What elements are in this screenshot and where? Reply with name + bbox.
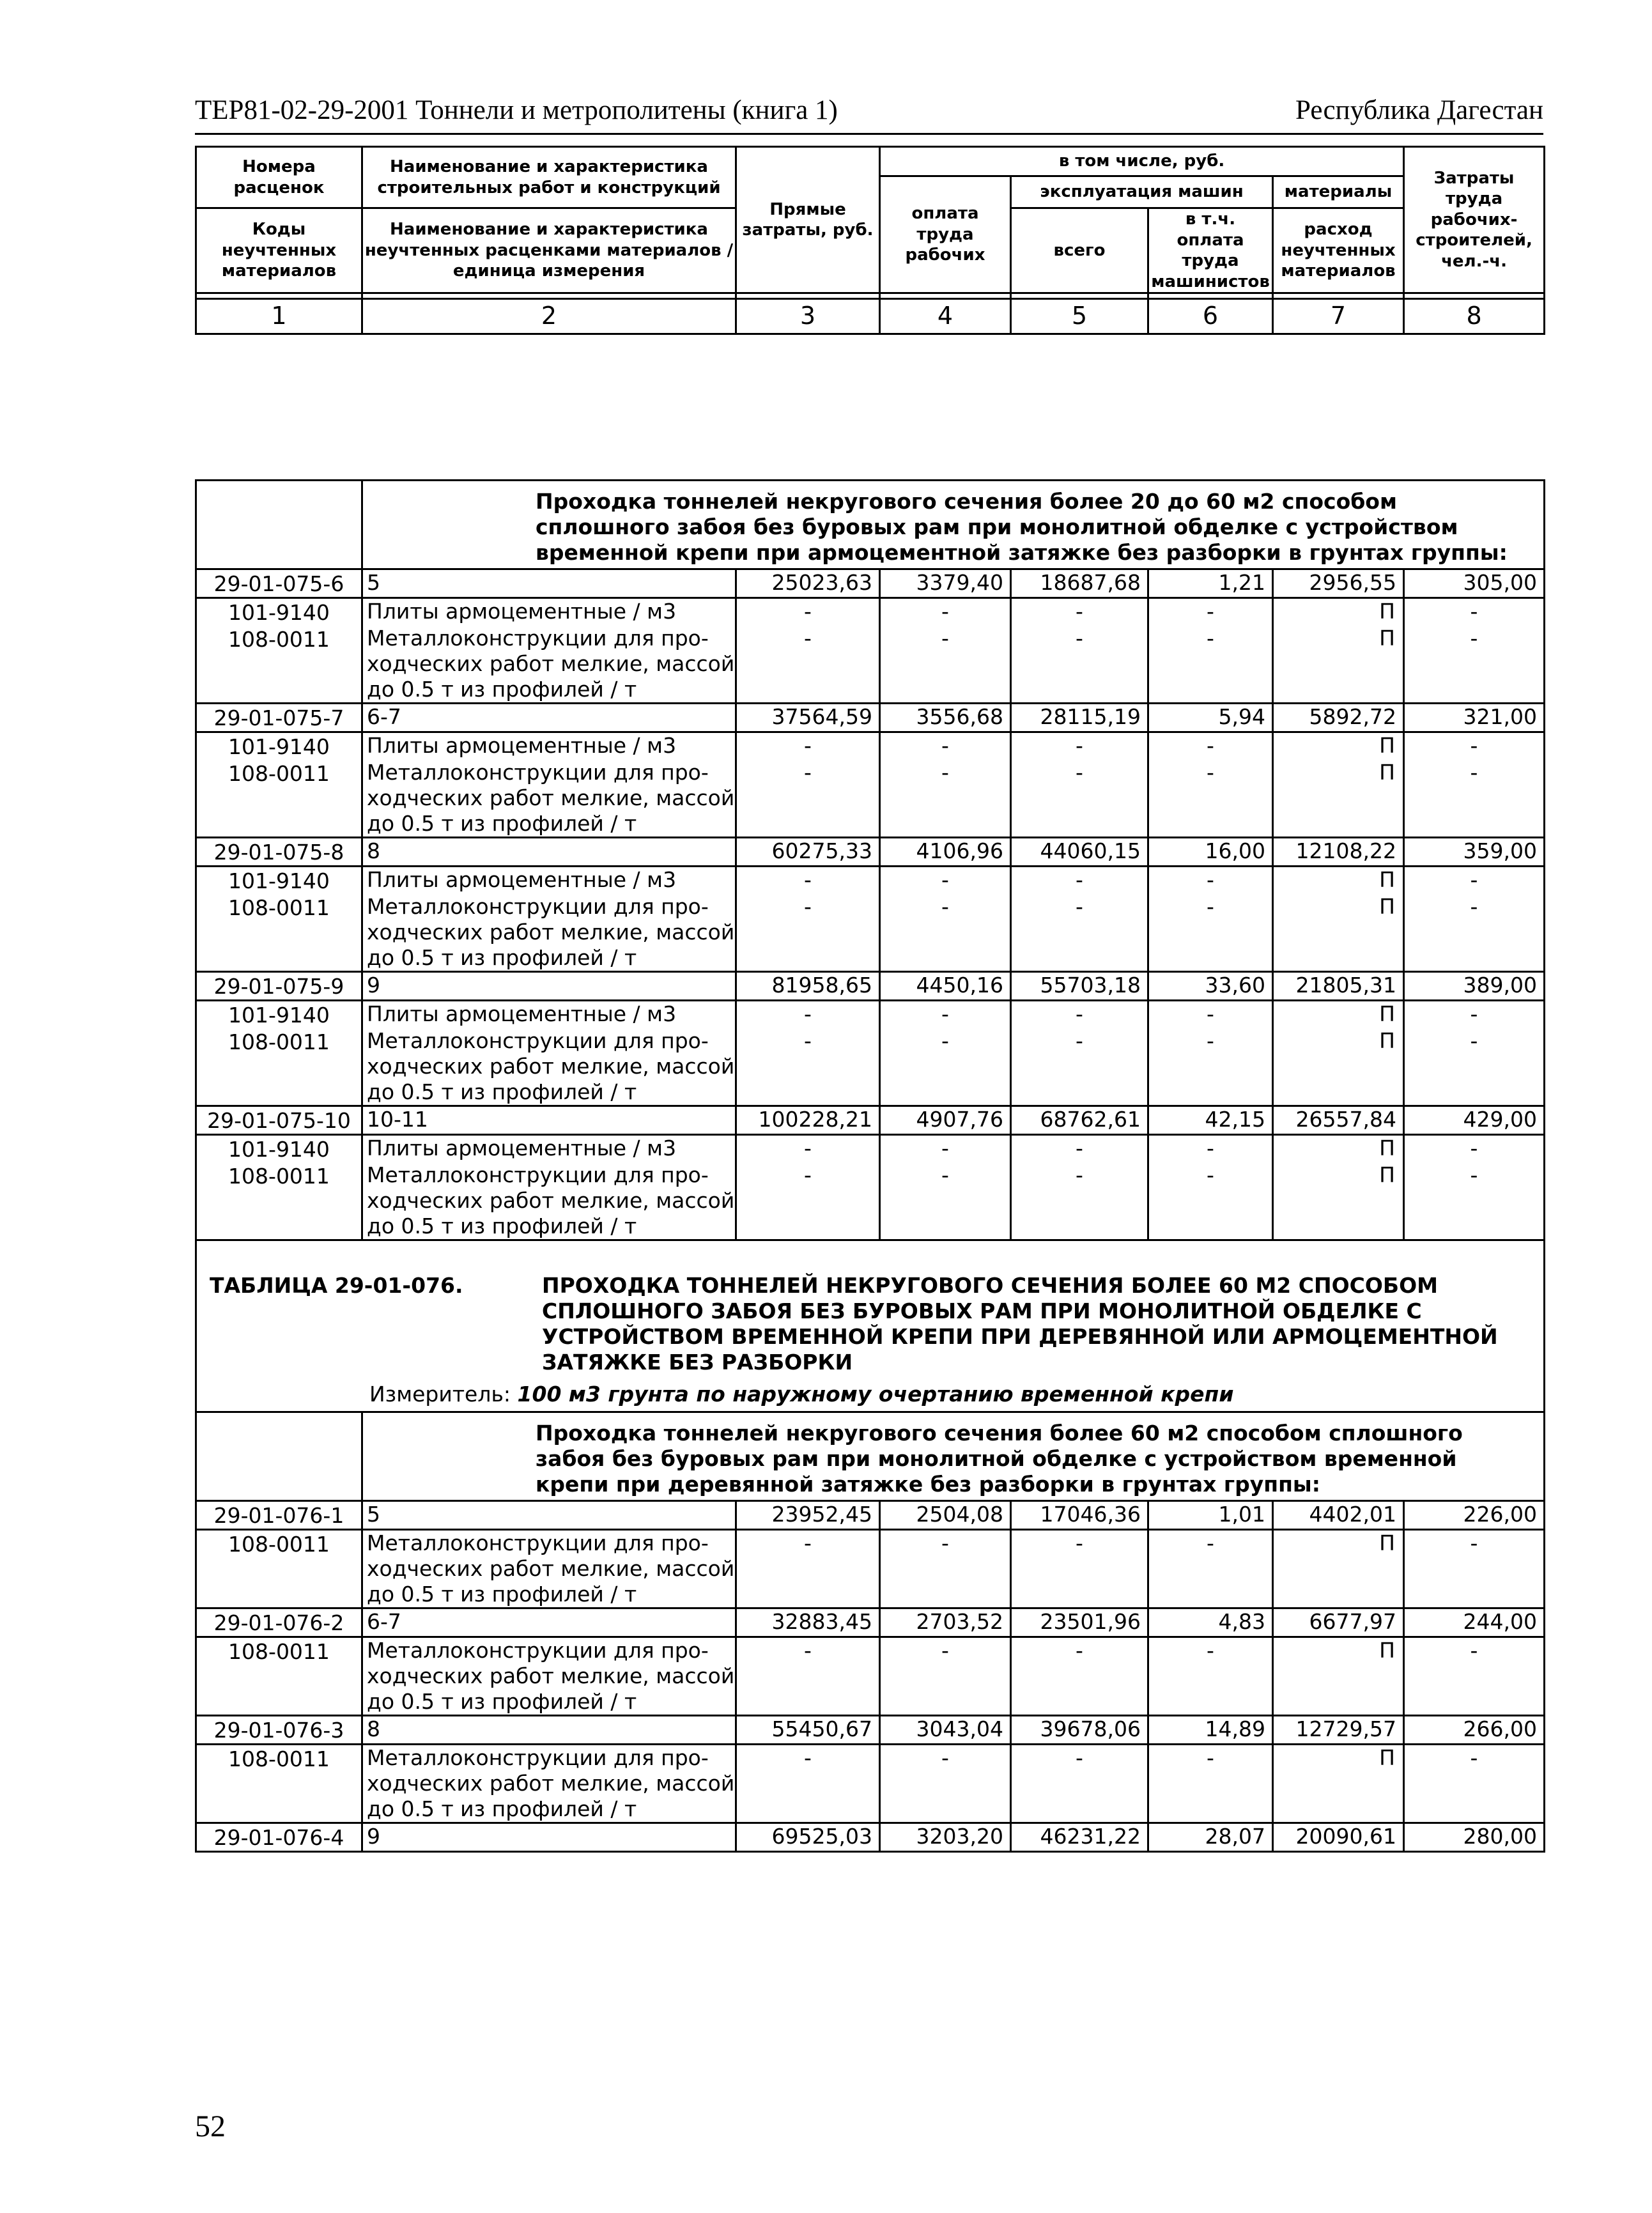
empty-value: -: [1148, 1001, 1273, 1029]
empty-value: -: [1148, 760, 1273, 838]
material-code: 101-9140: [196, 1135, 362, 1163]
machines-total: 18687,68: [1011, 569, 1148, 598]
soil-group: 6-7: [362, 1608, 736, 1637]
material-name: [362, 1135, 736, 1163]
material-name-line: до 0.5 т из профилей / т: [367, 1214, 637, 1238]
material-name-line: ходческих работ мелкие, массой: [367, 785, 735, 810]
empty-value: -: [1148, 626, 1273, 704]
material-code: 108-0011: [196, 1162, 362, 1240]
direct-costs: 32883,45: [736, 1608, 880, 1637]
material-name: [362, 867, 736, 895]
empty-value: -: [880, 1745, 1011, 1823]
material-row: [196, 1135, 1545, 1163]
material-row: [196, 894, 1545, 972]
machines-total: 55703,18: [1011, 972, 1148, 1001]
material-name-line: ходческих работ мелкие, массой: [367, 1771, 735, 1796]
empty-value: -: [1148, 867, 1273, 895]
rate-code: 29-01-075-7: [196, 704, 362, 732]
soil-group: 5: [362, 569, 736, 598]
rate-code: 29-01-076-3: [196, 1716, 362, 1745]
machines-total: 39678,06: [1011, 1716, 1148, 1745]
materials-marker: П: [1273, 1028, 1404, 1106]
material-name-line: Плиты армоцементные / м3: [367, 1136, 677, 1160]
col-3-header: Прямые затраты, руб.: [736, 147, 880, 293]
empty-value: -: [736, 1001, 880, 1029]
empty-value: -: [1148, 1637, 1273, 1716]
running-header: [195, 88, 1543, 139]
direct-costs: 25023,63: [736, 569, 880, 598]
machinist-pay: 1,01: [1148, 1501, 1273, 1530]
rate-row: [196, 704, 1545, 732]
material-name-line: до 0.5 т из профилей / т: [367, 945, 637, 970]
machines-header: эксплуатация машин: [1011, 176, 1273, 208]
document-title: ТЕР81-02-29-2001 Тоннели и метрополитены (книга 1): [195, 95, 838, 125]
empty-value: -: [1148, 598, 1273, 626]
rate-row: [196, 1501, 1545, 1530]
col-num-3: 3: [736, 299, 880, 334]
material-name: [362, 626, 736, 704]
col-4-header: оплата труда рабочих: [880, 176, 1011, 293]
machinist-pay: 4,83: [1148, 1608, 1273, 1637]
material-name: [362, 1637, 736, 1716]
machines-total: 68762,61: [1011, 1106, 1148, 1135]
empty-value: -: [880, 598, 1011, 626]
empty-value: -: [880, 867, 1011, 895]
machines-total: 17046,36: [1011, 1501, 1148, 1530]
material-name-line: Металлоконструкции для про-: [367, 1028, 709, 1053]
material-code: 108-0011: [196, 894, 362, 972]
empty-value: -: [1148, 894, 1273, 972]
material-code: 108-0011: [196, 1745, 362, 1823]
materials-marker: П: [1273, 1745, 1404, 1823]
rate-code: 29-01-076-4: [196, 1823, 362, 1852]
material-name: [362, 760, 736, 838]
empty-value: -: [880, 894, 1011, 972]
machinist-pay: 1,21: [1148, 569, 1273, 598]
empty-value: -: [1148, 1135, 1273, 1163]
rate-code: 29-01-076-1: [196, 1501, 362, 1530]
empty-value: -: [1011, 1028, 1148, 1106]
empty-value: -: [1011, 1135, 1148, 1163]
machines-total: 46231,22: [1011, 1823, 1148, 1852]
material-name-line: ходческих работ мелкие, массой: [367, 1663, 735, 1688]
material-code: 108-0011: [196, 1530, 362, 1608]
col-num-8: 8: [1404, 299, 1545, 334]
col-2-bottom: Наименование и характеристика неучтенных расценками материалов / единица измерения: [362, 208, 736, 293]
material-code: 108-0011: [196, 760, 362, 838]
material-name-line: Плиты армоцементные / м3: [367, 1001, 677, 1026]
empty-value: -: [1148, 732, 1273, 760]
material-row: [196, 1028, 1545, 1106]
empty-value: -: [1011, 626, 1148, 704]
materials-marker: П: [1273, 760, 1404, 838]
col-num-4: 4: [880, 299, 1011, 334]
material-name: [362, 1162, 736, 1240]
labor-pay: 2504,08: [880, 1501, 1011, 1530]
empty-value: -: [1404, 1162, 1545, 1240]
material-name-line: Металлоконструкции для про-: [367, 1531, 709, 1555]
material-name-line: до 0.5 т из профилей / т: [367, 811, 637, 836]
empty-value: -: [880, 626, 1011, 704]
soil-group: 8: [362, 1716, 736, 1745]
table-076-label: ТАБЛИЦА 29-01-076.: [210, 1273, 463, 1298]
labor-hours: 389,00: [1404, 972, 1545, 1001]
empty-value: -: [1011, 1745, 1148, 1823]
machinist-pay: 28,07: [1148, 1823, 1273, 1852]
col-num-6: 6: [1148, 299, 1273, 334]
soil-group: 6-7: [362, 704, 736, 732]
material-row: [196, 1162, 1545, 1240]
materials-marker: П: [1273, 598, 1404, 626]
machines-total: 44060,15: [1011, 838, 1148, 867]
material-name: [362, 1745, 736, 1823]
material-name-line: ходческих работ мелкие, массой: [367, 920, 735, 945]
empty-value: -: [1011, 732, 1148, 760]
material-name-line: Металлоконструкции для про-: [367, 1162, 709, 1187]
soil-group: 8: [362, 838, 736, 867]
empty-value: -: [736, 1028, 880, 1106]
section-title-075: Проходка тоннелей некругового сечения более 20 до 60 м2 способом сплошного забоя без буровых рам при монолитной обделке с устройством временной крепи при армоцементной затяжке без разборки в грунтах группы:: [362, 481, 1545, 569]
empty-value: -: [1011, 867, 1148, 895]
col-num-7: 7: [1273, 299, 1404, 334]
empty-value: -: [736, 732, 880, 760]
rate-row: [196, 972, 1545, 1001]
empty-value: -: [1011, 1001, 1148, 1029]
material-row: [196, 626, 1545, 704]
material-name-line: ходческих работ мелкие, массой: [367, 651, 735, 676]
labor-hours: 226,00: [1404, 1501, 1545, 1530]
material-name: [362, 1001, 736, 1029]
rate-row: [196, 569, 1545, 598]
materials-cost: 2956,55: [1273, 569, 1404, 598]
rate-code: 29-01-076-2: [196, 1608, 362, 1637]
materials-cost: 26557,84: [1273, 1106, 1404, 1135]
labor-pay: 2703,52: [880, 1608, 1011, 1637]
material-name-line: Плиты армоцементные / м3: [367, 867, 677, 892]
empty-value: -: [736, 1637, 880, 1716]
material-name-line: Плиты армоцементные / м3: [367, 733, 677, 758]
labor-hours: 266,00: [1404, 1716, 1545, 1745]
section-title-076: Проходка тоннелей некругового сечения более 60 м2 способом сплошного забоя без буровых рам при монолитной обделке с устройством временной крепи при деревянной затяжке без разборки в грунтах группы:: [362, 1412, 1545, 1501]
empty-value: -: [1011, 1162, 1148, 1240]
materials-marker: П: [1273, 1530, 1404, 1608]
machines-total: 23501,96: [1011, 1608, 1148, 1637]
empty-value: -: [1404, 867, 1545, 895]
empty-value: -: [1404, 1745, 1545, 1823]
empty-value: -: [1404, 732, 1545, 760]
material-name: [362, 732, 736, 760]
region-name: Республика Дагестан: [1295, 95, 1543, 125]
labor-hours: 429,00: [1404, 1106, 1545, 1135]
direct-costs: 81958,65: [736, 972, 880, 1001]
materials-marker: П: [1273, 1162, 1404, 1240]
measure-label: Измеритель:: [369, 1382, 511, 1407]
empty-value: -: [736, 1530, 880, 1608]
rate-row: [196, 1608, 1545, 1637]
column-header-table: [195, 146, 1545, 335]
materials-cost: 21805,31: [1273, 972, 1404, 1001]
empty-value: -: [880, 1028, 1011, 1106]
col-8-header: Затраты труда рабочих-строителей, чел.-ч.: [1404, 147, 1545, 293]
empty-value: -: [880, 1637, 1011, 1716]
machinist-pay: 16,00: [1148, 838, 1273, 867]
soil-group: 5: [362, 1501, 736, 1530]
empty-value: -: [736, 1135, 880, 1163]
material-name: [362, 1530, 736, 1608]
labor-pay: 4106,96: [880, 838, 1011, 867]
direct-costs: 55450,67: [736, 1716, 880, 1745]
rate-row: [196, 1823, 1545, 1852]
materials-marker: П: [1273, 867, 1404, 895]
empty-value: -: [736, 867, 880, 895]
col-7-header: расход неучтенных материалов: [1273, 208, 1404, 293]
empty-value: -: [1404, 626, 1545, 704]
empty-value: -: [1148, 1530, 1273, 1608]
empty-value: -: [736, 598, 880, 626]
empty-value: -: [1404, 598, 1545, 626]
labor-pay: 4450,16: [880, 972, 1011, 1001]
header-divider: [195, 133, 1543, 135]
empty-value: -: [1011, 894, 1148, 972]
material-row: [196, 1001, 1545, 1029]
table-076-title: ПРОХОДКА ТОННЕЛЕЙ НЕКРУГОВОГО СЕЧЕНИЯ БОЛЕЕ 60 М2 СПОСОБОМ СПЛОШНОГО ЗАБОЯ БЕЗ БУРОВЫХ РАМ ПРИ МОНОЛИТНОЙ ОБДЕЛКЕ С УСТРОЙСТВОМ ВРЕМЕННОЙ КРЕПИ ПРИ ДЕРЕВЯННОЙ ИЛИ АРМОЦЕМЕНТНОЙ ЗАТЯЖКЕ БЕЗ РАЗБОРКИ: [542, 1273, 1498, 1375]
material-row: [196, 867, 1545, 895]
material-name-line: Металлоконструкции для про-: [367, 760, 709, 785]
materials-marker: П: [1273, 626, 1404, 704]
rate-row: [196, 838, 1545, 867]
empty-value: -: [1404, 1028, 1545, 1106]
col-2-top: Наименование и характеристика строительных работ и конструкций: [362, 147, 736, 208]
empty-value: -: [1148, 1028, 1273, 1106]
rate-code: 29-01-075-10: [196, 1106, 362, 1135]
material-code: 108-0011: [196, 626, 362, 704]
material-name-line: ходческих работ мелкие, массой: [367, 1556, 735, 1581]
labor-hours: 321,00: [1404, 704, 1545, 732]
col-num-1: 1: [196, 299, 362, 334]
empty-value: -: [880, 760, 1011, 838]
material-name-line: до 0.5 т из профилей / т: [367, 677, 637, 702]
empty-value: -: [736, 760, 880, 838]
labor-hours: 244,00: [1404, 1608, 1545, 1637]
soil-group: 9: [362, 1823, 736, 1852]
material-code: 101-9140: [196, 598, 362, 626]
materials-marker: П: [1273, 1135, 1404, 1163]
direct-costs: 69525,03: [736, 1823, 880, 1852]
empty-value: -: [1011, 598, 1148, 626]
empty-value: -: [880, 732, 1011, 760]
material-row: [196, 1530, 1545, 1608]
empty-value: -: [1404, 1530, 1545, 1608]
labor-pay: 3043,04: [880, 1716, 1011, 1745]
direct-costs: 37564,59: [736, 704, 880, 732]
table-076-heading: [196, 1240, 1545, 1376]
material-name-line: Плиты армоцементные / м3: [367, 599, 677, 624]
material-code: 101-9140: [196, 867, 362, 895]
page-number: 52: [195, 2109, 226, 2143]
empty-value: -: [1148, 1745, 1273, 1823]
col-num-5: 5: [1011, 299, 1148, 334]
empty-value: -: [880, 1135, 1011, 1163]
rates-table: [195, 479, 1545, 1853]
material-name: [362, 598, 736, 626]
empty-value: -: [1011, 1530, 1148, 1608]
material-code: 108-0011: [196, 1028, 362, 1106]
material-name-line: ходческих работ мелкие, массой: [367, 1188, 735, 1213]
material-row: [196, 1745, 1545, 1823]
material-row: [196, 598, 1545, 626]
empty-value: -: [1404, 1001, 1545, 1029]
labor-hours: 305,00: [1404, 569, 1545, 598]
empty-value: -: [1011, 1637, 1148, 1716]
material-code: 101-9140: [196, 1001, 362, 1029]
machinist-pay: 14,89: [1148, 1716, 1273, 1745]
material-name-line: Металлоконструкции для про-: [367, 626, 709, 651]
empty-value: -: [880, 1001, 1011, 1029]
direct-costs: 100228,21: [736, 1106, 880, 1135]
materials-cost: 12729,57: [1273, 1716, 1404, 1745]
materials-marker: П: [1273, 1001, 1404, 1029]
rate-code: 29-01-075-6: [196, 569, 362, 598]
rate-row: [196, 1106, 1545, 1135]
direct-costs: 23952,45: [736, 1501, 880, 1530]
empty-value: -: [1011, 760, 1148, 838]
labor-hours: 359,00: [1404, 838, 1545, 867]
empty-value: -: [1404, 894, 1545, 972]
materials-cost: 20090,61: [1273, 1823, 1404, 1852]
col-1-top: Номера расценок: [196, 147, 362, 208]
material-row: [196, 760, 1545, 838]
measure-line: [196, 1375, 1545, 1412]
empty-value: -: [736, 1745, 880, 1823]
material-name-line: до 0.5 т из профилей / т: [367, 1689, 637, 1714]
empty-value: -: [1404, 1135, 1545, 1163]
empty-value: -: [880, 1162, 1011, 1240]
col-1-bottom: Коды неучтенных материалов: [196, 208, 362, 293]
col-6-header: в т.ч. оплата труда машинистов: [1148, 208, 1273, 293]
measure-value: 100 м3 грунта по наружному очертанию временной крепи: [517, 1382, 1234, 1407]
material-code: 108-0011: [196, 1637, 362, 1716]
machinist-pay: 5,94: [1148, 704, 1273, 732]
empty-value: -: [1404, 760, 1545, 838]
material-name-line: до 0.5 т из профилей / т: [367, 1796, 637, 1821]
materials-marker: П: [1273, 1637, 1404, 1716]
machinist-pay: 33,60: [1148, 972, 1273, 1001]
labor-hours: 280,00: [1404, 1823, 1545, 1852]
machinist-pay: 42,15: [1148, 1106, 1273, 1135]
materials-marker: П: [1273, 894, 1404, 972]
material-code: 101-9140: [196, 732, 362, 760]
labor-pay: 3379,40: [880, 569, 1011, 598]
materials-cost: 12108,22: [1273, 838, 1404, 867]
material-name-line: Металлоконструкции для про-: [367, 1745, 709, 1770]
labor-pay: 3203,20: [880, 1823, 1011, 1852]
material-row: [196, 1637, 1545, 1716]
rate-code: 29-01-075-8: [196, 838, 362, 867]
material-name: [362, 1028, 736, 1106]
incl-header: в том числе, руб.: [880, 147, 1404, 176]
material-row: [196, 732, 1545, 760]
empty-value: -: [1404, 1637, 1545, 1716]
material-name-line: Металлоконструкции для про-: [367, 1638, 709, 1663]
empty-value: -: [1148, 1162, 1273, 1240]
empty-value: -: [736, 894, 880, 972]
material-name-line: ходческих работ мелкие, массой: [367, 1054, 735, 1079]
materials-cost: 5892,72: [1273, 704, 1404, 732]
empty-value: -: [736, 1162, 880, 1240]
empty-value: -: [880, 1530, 1011, 1608]
material-name: [362, 894, 736, 972]
soil-group: 9: [362, 972, 736, 1001]
material-name-line: до 0.5 т из профилей / т: [367, 1079, 637, 1104]
direct-costs: 60275,33: [736, 838, 880, 867]
rate-code: 29-01-075-9: [196, 972, 362, 1001]
material-name-line: до 0.5 т из профилей / т: [367, 1582, 637, 1607]
labor-pay: 3556,68: [880, 704, 1011, 732]
labor-pay: 4907,76: [880, 1106, 1011, 1135]
materials-marker: П: [1273, 732, 1404, 760]
materials-cost: 6677,97: [1273, 1608, 1404, 1637]
materials-cost: 4402,01: [1273, 1501, 1404, 1530]
material-name-line: Металлоконструкции для про-: [367, 894, 709, 919]
soil-group: 10-11: [362, 1106, 736, 1135]
col-num-2: 2: [362, 299, 736, 334]
rate-row: [196, 1716, 1545, 1745]
col-5-header: всего: [1011, 208, 1148, 293]
empty-value: -: [736, 626, 880, 704]
materials-header: материалы: [1273, 176, 1404, 208]
machines-total: 28115,19: [1011, 704, 1148, 732]
